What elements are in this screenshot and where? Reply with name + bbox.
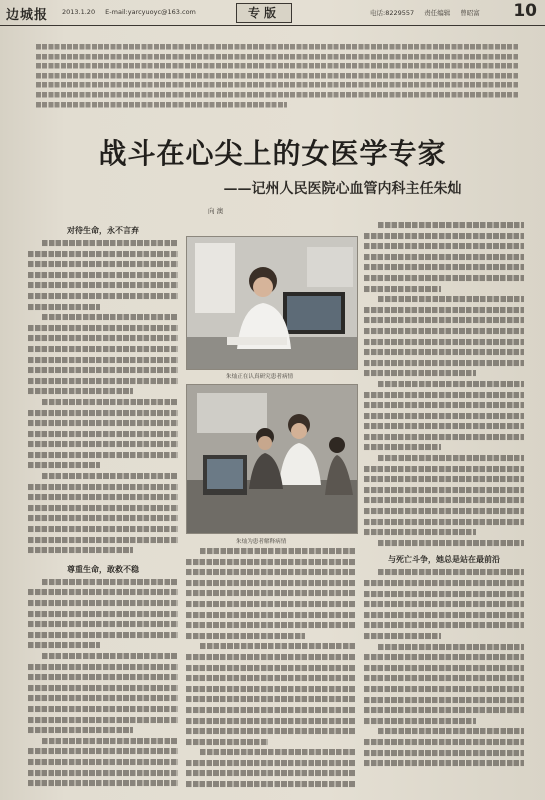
text-line bbox=[364, 612, 524, 618]
text-line bbox=[364, 739, 524, 745]
text-line bbox=[186, 580, 356, 586]
contact-email: E-mail:yarcyuoyc@163.com bbox=[105, 8, 196, 16]
text-line bbox=[378, 540, 524, 546]
text-line bbox=[28, 335, 178, 341]
text-line bbox=[28, 621, 178, 627]
text-line bbox=[364, 591, 524, 597]
text-line bbox=[28, 441, 178, 447]
masthead: 边城报 bbox=[6, 8, 49, 23]
text-line bbox=[200, 643, 356, 649]
text-line bbox=[364, 317, 524, 323]
text-line bbox=[28, 759, 178, 765]
text-line bbox=[364, 580, 524, 586]
text-line bbox=[378, 381, 524, 387]
header-meta bbox=[62, 8, 204, 16]
text-line bbox=[364, 328, 524, 334]
contact-phone: 电话:8229557 bbox=[370, 9, 415, 17]
text-line bbox=[28, 494, 178, 500]
section-title: 尊重生命，敢救不稳 bbox=[67, 564, 139, 574]
section-badge: 专版 bbox=[236, 3, 292, 23]
text-line bbox=[378, 455, 524, 461]
text-line bbox=[28, 632, 178, 638]
text-line bbox=[28, 664, 178, 670]
text-line bbox=[364, 434, 524, 440]
section-title: 与死亡斗争，她总是站在最前沿 bbox=[388, 555, 500, 565]
page-number: 10 bbox=[513, 1, 537, 21]
photo-doctor-at-desk bbox=[186, 236, 358, 370]
text-line bbox=[186, 559, 356, 565]
header-right bbox=[370, 8, 488, 17]
text-line bbox=[200, 749, 356, 755]
text-line bbox=[364, 760, 524, 766]
text-line bbox=[28, 515, 178, 521]
text-line bbox=[28, 748, 178, 754]
text-line bbox=[28, 452, 178, 458]
text-line bbox=[42, 579, 178, 585]
text-line bbox=[186, 760, 356, 766]
text-line bbox=[364, 707, 524, 713]
text-line bbox=[28, 462, 100, 468]
text-line bbox=[364, 697, 524, 703]
text-line bbox=[28, 282, 178, 288]
text-line bbox=[28, 293, 178, 299]
text-line bbox=[42, 738, 178, 744]
text-line bbox=[186, 770, 356, 776]
section-title: 对待生命，永不言弃 bbox=[67, 226, 139, 235]
article-byline: 向 澳 bbox=[208, 207, 224, 215]
text-line bbox=[364, 349, 524, 355]
text-line bbox=[364, 633, 441, 639]
text-line bbox=[42, 473, 178, 479]
text-line bbox=[364, 529, 476, 535]
text-line bbox=[364, 665, 524, 671]
issue-date: 2013.1.20 bbox=[62, 8, 96, 16]
text-line bbox=[28, 357, 178, 363]
text-line bbox=[28, 547, 133, 553]
text-line bbox=[364, 497, 524, 503]
text-line bbox=[28, 526, 178, 532]
text-line bbox=[28, 484, 178, 490]
text-line bbox=[28, 706, 178, 712]
text-line bbox=[364, 423, 524, 429]
text-line bbox=[28, 600, 178, 606]
text-line bbox=[378, 728, 524, 734]
text-line bbox=[378, 296, 524, 302]
text-line bbox=[28, 261, 178, 267]
article-column-1 bbox=[28, 222, 178, 792]
text-line bbox=[28, 770, 178, 776]
article-column-3 bbox=[364, 222, 524, 794]
text-line bbox=[186, 718, 356, 724]
text-line bbox=[28, 378, 178, 384]
text-line bbox=[186, 633, 305, 639]
article-headline: 战斗在心尖上的女医学专家 bbox=[98, 137, 447, 170]
intro-paragraph bbox=[36, 44, 518, 114]
text-line bbox=[186, 665, 356, 671]
page-header bbox=[0, 0, 545, 26]
photo2-caption: 朱灿为患者解释病情 bbox=[236, 539, 287, 545]
text-line bbox=[186, 601, 356, 607]
text-line bbox=[28, 695, 178, 701]
text-line bbox=[364, 622, 524, 628]
text-line bbox=[186, 696, 356, 702]
text-line bbox=[28, 589, 178, 595]
text-line bbox=[186, 654, 356, 660]
text-line bbox=[186, 612, 356, 618]
text-line bbox=[186, 728, 356, 734]
text-line bbox=[186, 686, 356, 692]
text-line bbox=[186, 739, 268, 745]
photo1-caption: 朱灿正在认真研究患者病情 bbox=[226, 374, 294, 380]
text-line bbox=[28, 727, 133, 733]
text-line bbox=[364, 718, 476, 724]
text-line bbox=[42, 240, 178, 246]
text-line bbox=[364, 392, 524, 398]
text-line bbox=[364, 466, 524, 472]
text-line bbox=[28, 367, 178, 373]
text-line bbox=[186, 707, 356, 713]
article-column-2 bbox=[186, 548, 356, 794]
text-line bbox=[28, 780, 178, 786]
text-line bbox=[364, 286, 441, 292]
text-line bbox=[364, 487, 524, 493]
text-line bbox=[364, 339, 524, 345]
text-line bbox=[364, 264, 524, 270]
text-line bbox=[28, 537, 178, 543]
text-line bbox=[364, 519, 524, 525]
text-line bbox=[28, 420, 178, 426]
text-line bbox=[378, 569, 524, 575]
text-line bbox=[378, 222, 524, 228]
editor-name: 曾昭富 bbox=[460, 9, 480, 17]
text-line bbox=[364, 508, 524, 514]
text-line bbox=[364, 275, 524, 281]
text-line bbox=[364, 360, 524, 366]
text-line bbox=[186, 590, 356, 596]
text-line bbox=[28, 410, 178, 416]
text-line bbox=[28, 272, 178, 278]
text-line bbox=[42, 653, 178, 659]
text-line bbox=[364, 402, 524, 408]
text-line bbox=[186, 569, 356, 575]
text-line bbox=[28, 685, 178, 691]
text-line bbox=[28, 346, 178, 352]
text-line bbox=[364, 750, 524, 756]
text-line bbox=[28, 505, 178, 511]
text-line bbox=[364, 307, 524, 313]
text-line bbox=[364, 444, 441, 450]
photo-doctor-with-patient bbox=[186, 384, 358, 534]
text-line bbox=[200, 548, 356, 554]
text-line bbox=[364, 370, 476, 376]
text-line bbox=[364, 476, 524, 482]
text-line bbox=[28, 388, 133, 394]
text-line bbox=[28, 642, 100, 648]
text-line bbox=[186, 781, 356, 787]
text-line bbox=[186, 622, 356, 628]
text-line bbox=[364, 686, 524, 692]
text-line bbox=[364, 675, 524, 681]
text-line bbox=[28, 611, 178, 617]
text-line bbox=[42, 399, 178, 405]
text-line bbox=[28, 431, 178, 437]
article-subheadline: ——记州人民医院心血管内科主任朱灿 bbox=[223, 181, 462, 197]
text-line bbox=[364, 233, 524, 239]
text-line bbox=[364, 654, 524, 660]
text-line bbox=[28, 717, 178, 723]
text-line bbox=[28, 304, 100, 310]
text-line bbox=[28, 251, 178, 257]
text-line bbox=[364, 254, 524, 260]
text-line bbox=[28, 674, 178, 680]
text-line bbox=[364, 601, 524, 607]
text-line bbox=[28, 325, 178, 331]
text-line bbox=[364, 243, 524, 249]
text-line bbox=[364, 413, 524, 419]
text-line bbox=[378, 644, 524, 650]
text-line bbox=[42, 314, 178, 320]
text-line bbox=[186, 675, 356, 681]
editor-label: 责任编辑 bbox=[424, 9, 451, 17]
